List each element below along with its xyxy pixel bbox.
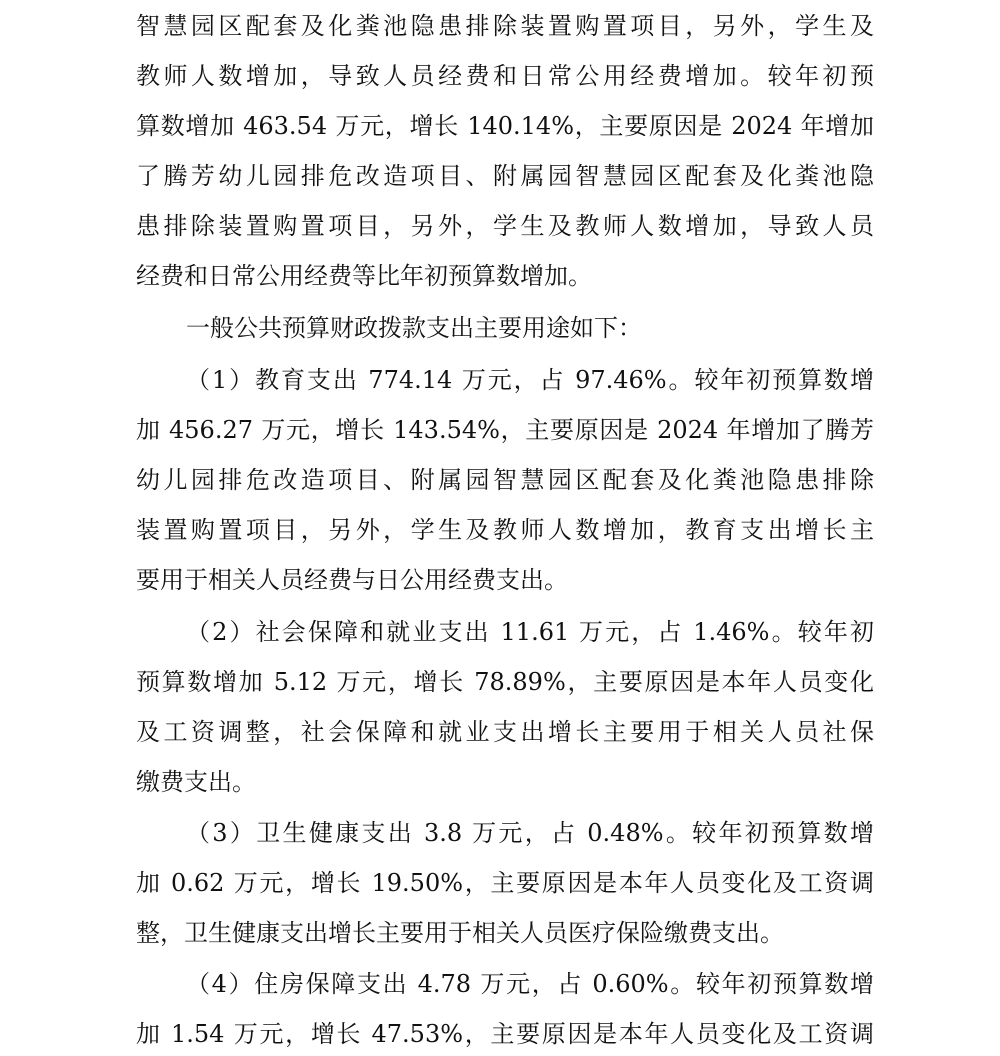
item-3-first-line: （3）卫生健康支出 3.8 万元，占 0.48%。较年初预算数增	[186, 819, 874, 847]
text-line: 预算数增加 5.12 万元，增长 78.89%，主要原因是本年人员变化	[136, 668, 874, 696]
text-line: 智慧园区配套及化粪池隐患排除装置购置项目，另外，学生及	[136, 12, 874, 40]
text-line: 加 456.27 万元，增长 143.54%，主要原因是 2024 年增加了腾芳	[136, 416, 874, 444]
text-line: 整，卫生健康支出增长主要用于相关人员医疗保险缴费支出。	[136, 919, 784, 947]
text-line: 幼儿园排危改造项目、附属园智慧园区配套及化粪池隐患排除	[136, 466, 874, 494]
item-4-first-line: （4）住房保障支出 4.78 万元，占 0.60%。较年初预算数增	[186, 970, 874, 998]
item-1-first-line: （1）教育支出 774.14 万元，占 97.46%。较年初预算数增	[186, 366, 874, 394]
text-line: 加 0.62 万元，增长 19.50%，主要原因是本年人员变化及工资调	[136, 869, 874, 897]
text-line: 教师人数增加，导致人员经费和日常公用经费增加。较年初预	[136, 62, 874, 90]
text-line: 及工资调整，社会保障和就业支出增长主要用于相关人员社保	[136, 718, 874, 746]
text-line: 要用于相关人员经费与日公用经费支出。	[136, 566, 568, 594]
text-line: 了腾芳幼儿园排危改造项目、附属园智慧园区配套及化粪池隐	[136, 162, 874, 190]
text-line: 算数增加 463.54 万元，增长 140.14%，主要原因是 2024 年增加	[136, 112, 874, 140]
text-line: 经费和日常公用经费等比年初预算数增加。	[136, 262, 592, 290]
item-2-first-line: （2）社会保障和就业支出 11.61 万元，占 1.46%。较年初	[186, 618, 874, 646]
text-line: 装置购置项目，另外，学生及教师人数增加，教育支出增长主	[136, 516, 874, 544]
text-line: 患排除装置购置项目，另外，学生及教师人数增加，导致人员	[136, 212, 874, 240]
text-line: 加 1.54 万元，增长 47.53%，主要原因是本年人员变化及工资调	[136, 1020, 874, 1048]
text-line: 缴费支出。	[136, 768, 256, 796]
section-intro: 一般公共预算财政拨款支出主要用途如下：	[186, 314, 642, 342]
